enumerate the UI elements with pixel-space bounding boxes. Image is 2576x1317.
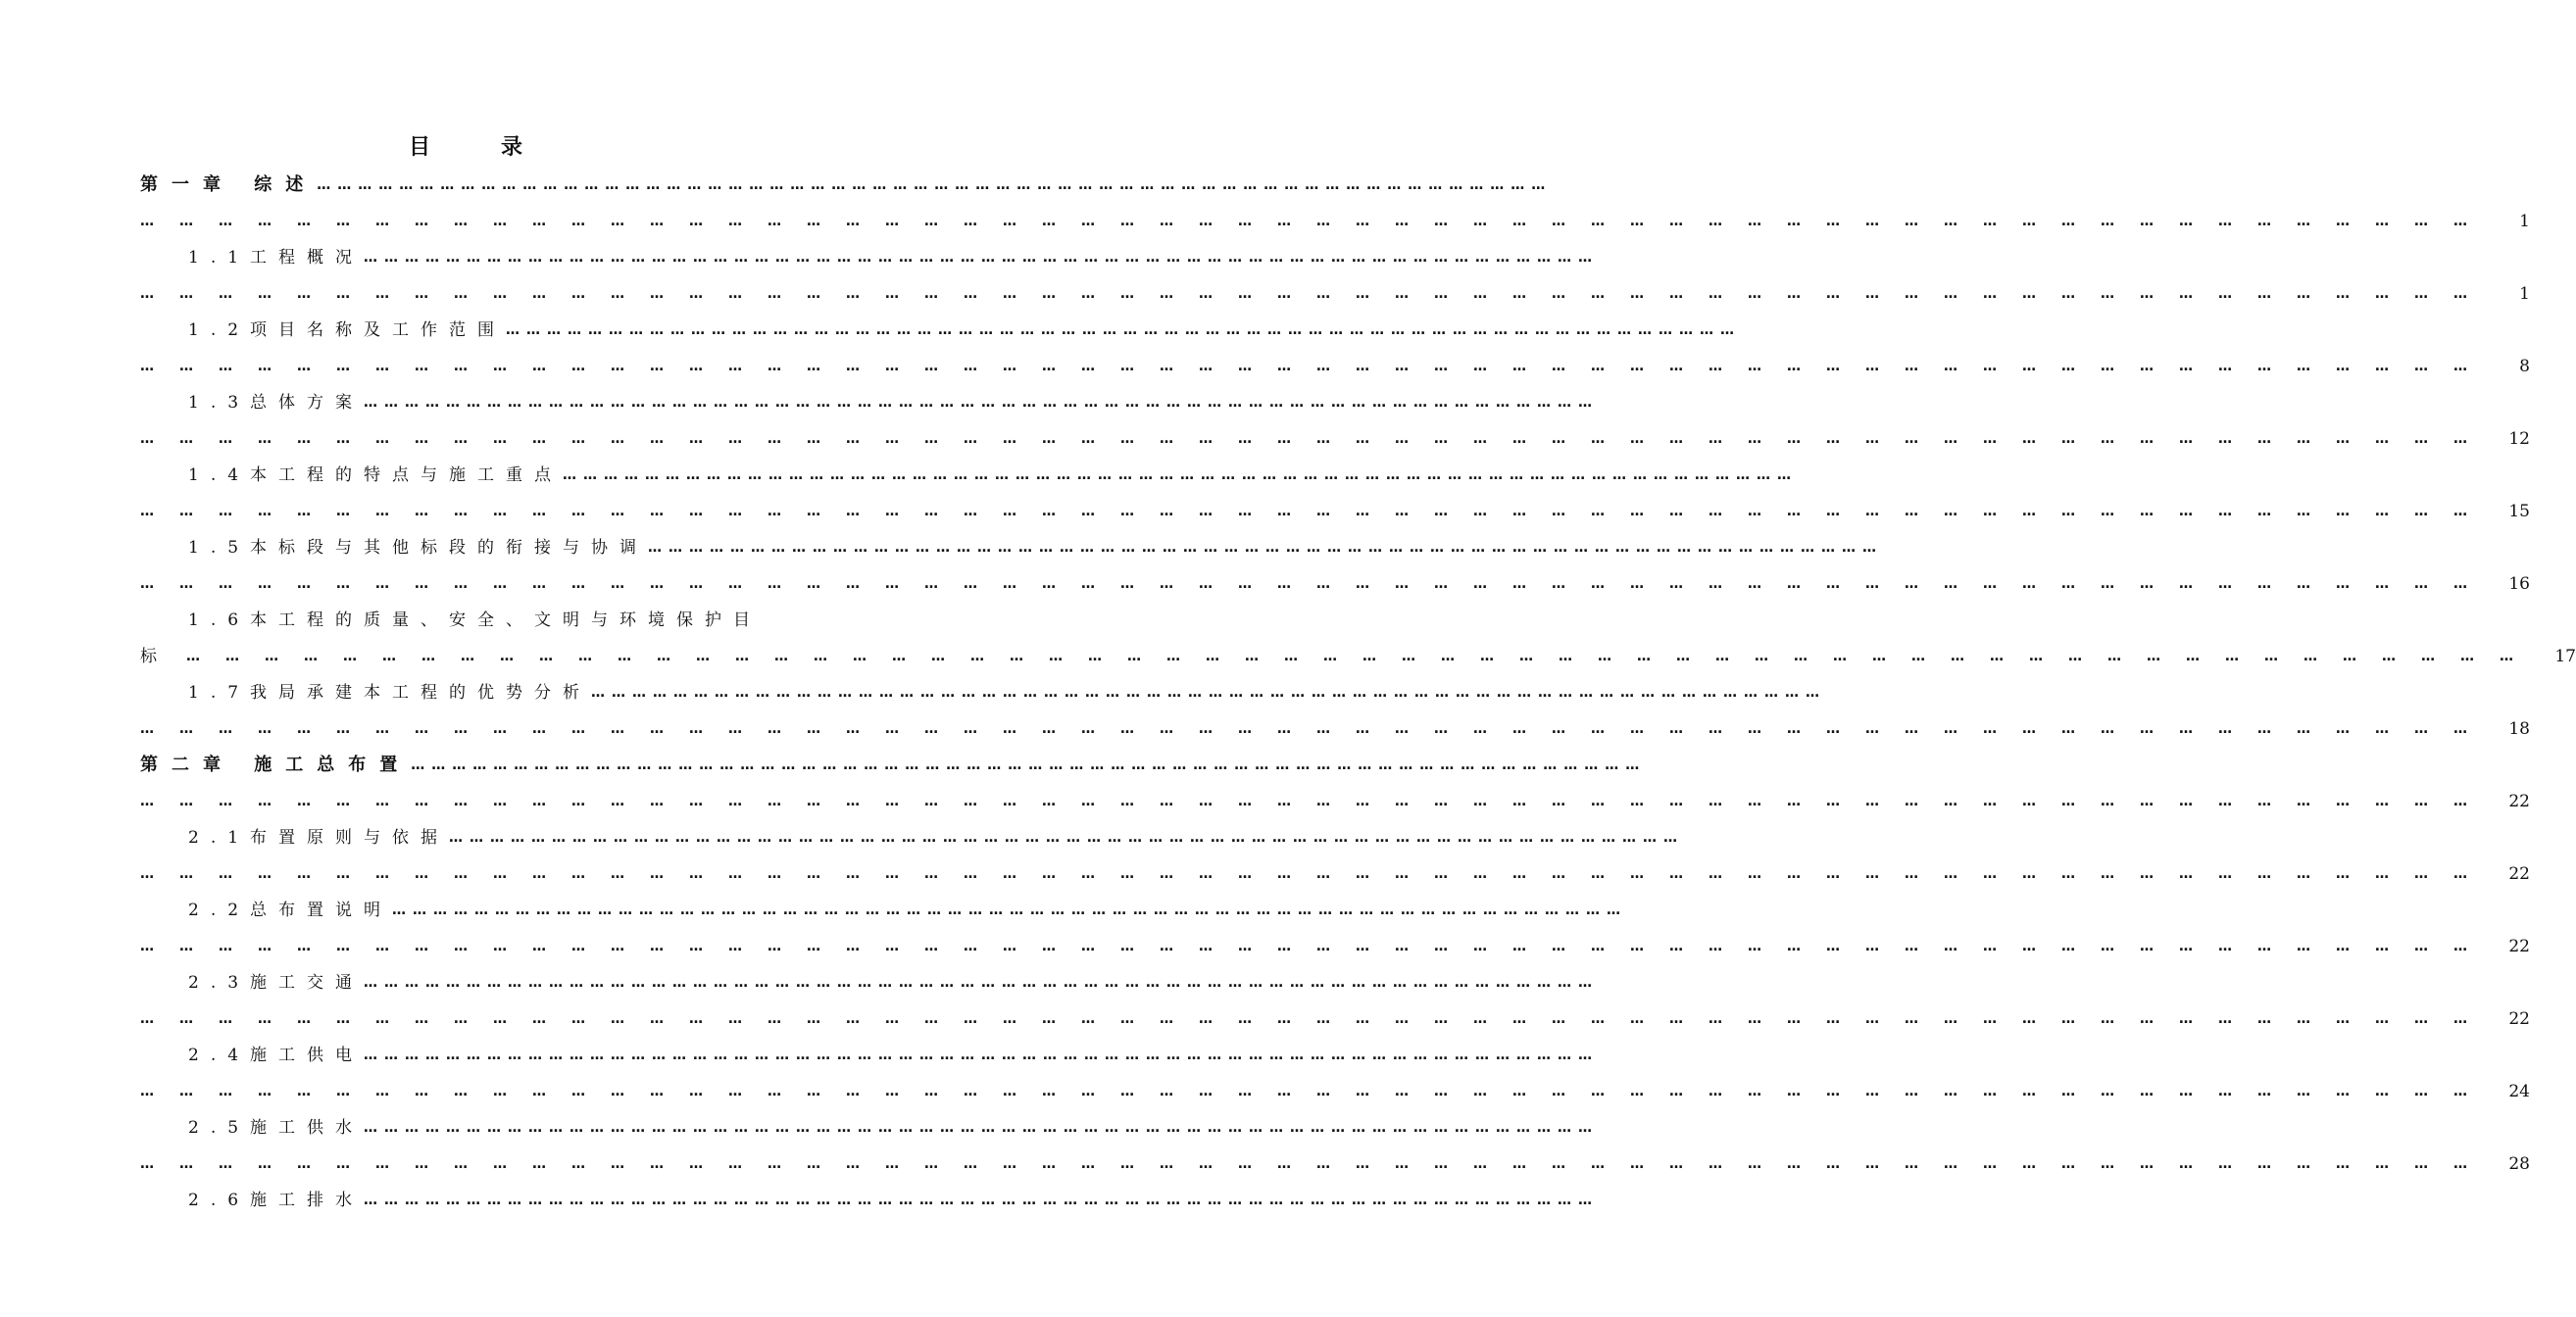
toc-entry-label: 2.5施工供水 bbox=[188, 1118, 365, 1138]
toc-page-number: 1 bbox=[2519, 212, 2530, 231]
toc-entry-continuation bbox=[140, 203, 2530, 232]
toc-leader-dots: ……………………………………………………………………………………………………………………………………………………………… bbox=[364, 1120, 1600, 1136]
toc-leader-dots: ……………………………………………………………………………………………………………………………………………………………… bbox=[140, 1011, 2493, 1027]
toc-page-number: 22 bbox=[2508, 937, 2530, 956]
toc-entry[interactable] bbox=[188, 674, 1827, 704]
toc-entry[interactable] bbox=[188, 529, 1884, 559]
toc-leader-dots: ……………………………………………………………………………………………………………………………………………………………… bbox=[392, 902, 1628, 918]
toc-entry-label: 2.6施工排水 bbox=[188, 1191, 365, 1210]
toc-entry-label: 1.5本标段与其他标段的衔接与协调 bbox=[188, 538, 649, 558]
toc-leader-dots: ……………………………………………………………………………………………………………………………………………………………… bbox=[140, 1084, 2493, 1099]
toc-leader-dots: ……………………………………………………………………………………………………………………………………………………………… bbox=[364, 975, 1600, 991]
toc-entry-label: 2.2总布置说明 bbox=[188, 901, 393, 920]
toc-entry-label: 1.1工程概况 bbox=[188, 248, 365, 268]
toc-leader-dots: ……………………………………………………………………………………………………………………………………………………………… bbox=[364, 395, 1600, 411]
toc-leader-dots: ……………………………………………………………………………………………………………………………………………………………… bbox=[364, 250, 1600, 266]
toc-leader-dots: ……………………………………………………………………………………………………………………………………………………………… bbox=[140, 721, 2493, 737]
toc-page-number: 1 bbox=[2519, 284, 2530, 304]
toc-leader-dots: ……………………………………………………………………………………………………………………………………………………………… bbox=[140, 431, 2493, 447]
toc-entry-continuation bbox=[140, 1000, 2530, 1030]
toc-entry-continuation bbox=[140, 420, 2530, 450]
toc-leader-dots: ……………………………………………………………………………………………………………………………………………………………… bbox=[506, 322, 1742, 338]
toc-entry[interactable] bbox=[188, 457, 1799, 486]
toc-page-number: 24 bbox=[2508, 1082, 2530, 1101]
toc-leader-dots: ……………………………………………………………………………………………………………………………………………………………… bbox=[591, 685, 1827, 701]
toc-leader-dots: ……………………………………………………………………………………………………………………………………………………………… bbox=[140, 576, 2493, 592]
toc-page-number: 18 bbox=[2508, 719, 2530, 739]
toc-entry-continuation bbox=[140, 783, 2530, 812]
toc-entry-label: 1.2项目名称及工作范围 bbox=[188, 320, 507, 340]
toc-title: 目录 bbox=[408, 135, 593, 160]
toc-leader-dots: ……………………………………………………………………………………………………………………………………………………………… bbox=[140, 939, 2493, 954]
toc-page-number: 28 bbox=[2508, 1154, 2530, 1174]
toc-entry-label: 1.6本工程的质量、安全、文明与环境保护目 bbox=[188, 610, 763, 630]
toc-entry[interactable] bbox=[140, 747, 1647, 776]
toc-leader-dots: ……………………………………………………………………………………………………………………………………………………………… bbox=[563, 467, 1799, 483]
toc-leader-dots: ……………………………………………………………………………………………………………………………………………………………… bbox=[140, 214, 2493, 229]
toc-entry-continuation bbox=[140, 1146, 2530, 1175]
toc-page-number: 15 bbox=[2508, 502, 2530, 521]
toc-entry-label: 1.4本工程的特点与施工重点 bbox=[188, 465, 564, 485]
toc-entry[interactable] bbox=[188, 384, 1600, 414]
toc-entry-label: 第二章 施工总布置 bbox=[140, 755, 412, 775]
toc-entry[interactable] bbox=[188, 964, 1600, 994]
toc-entry-continuation bbox=[140, 493, 2530, 522]
toc-entry[interactable] bbox=[140, 167, 1553, 196]
toc-page-number: 22 bbox=[2508, 1009, 2530, 1029]
toc-leader-dots: ……………………………………………………………………………………………………………………………………………………………… bbox=[364, 1193, 1600, 1208]
toc-entry[interactable] bbox=[188, 819, 1685, 849]
toc-leader-dots: ……………………………………………………………………………………………………………………………………………………………… bbox=[140, 794, 2493, 809]
toc-leader-dots: ……………………………………………………………………………………………………………………………………………………………… bbox=[140, 286, 2493, 302]
toc-leader-dots: ……………………………………………………………………………………………………………………………………………………………… bbox=[140, 1156, 2493, 1172]
toc-entry-label: 2.3施工交通 bbox=[188, 973, 365, 993]
toc-entry-label: 2.4施工供电 bbox=[188, 1046, 365, 1065]
toc-entry[interactable] bbox=[188, 239, 1600, 268]
toc-entry[interactable] bbox=[188, 1182, 1600, 1211]
toc-leader-dots: ……………………………………………………………………………………………………………………………………………………………… bbox=[317, 177, 1553, 193]
toc-leader-dots: ……………………………………………………………………………………………………………………………………………………………… bbox=[364, 1048, 1600, 1063]
toc-entry[interactable] bbox=[188, 892, 1628, 921]
toc-entry-continuation bbox=[140, 855, 2530, 885]
toc-entry-label: 2.1布置原则与依据 bbox=[188, 828, 450, 848]
toc-entry-label: 1.7我局承建本工程的优势分析 bbox=[188, 683, 592, 703]
toc-entry-continuation bbox=[140, 928, 2530, 957]
toc-entry[interactable] bbox=[188, 312, 1742, 341]
toc-leader-dots: ……………………………………………………………………………………………………………………………………………………………… bbox=[140, 359, 2493, 374]
toc-entry-continuation bbox=[140, 638, 2576, 667]
toc-page-number: 12 bbox=[2508, 429, 2530, 449]
toc-leader-dots: ……………………………………………………………………………………………………………………………………………………………… bbox=[411, 757, 1647, 773]
toc-page-number: 17 bbox=[2554, 647, 2576, 666]
toc-entry-continuation bbox=[140, 1073, 2530, 1102]
toc-entry-continuation bbox=[140, 710, 2530, 740]
toc-leader-dots: ……………………………………………………………………………………………………………………………………………………………… bbox=[140, 504, 2493, 519]
toc-page-number: 8 bbox=[2519, 357, 2530, 376]
toc-leader-dots: ……………………………………………………………………………………………………………………………………………………………… bbox=[449, 830, 1685, 846]
toc-leader-dots: ……………………………………………………………………………………………………………………………………………………………… bbox=[648, 540, 1884, 556]
toc-page-number: 16 bbox=[2508, 574, 2530, 594]
toc-entry-label: 第一章 综述 bbox=[140, 174, 318, 195]
toc-page-number: 22 bbox=[2508, 792, 2530, 811]
toc-page-number: 22 bbox=[2508, 864, 2530, 884]
toc-entry-label-continuation: 标 bbox=[140, 647, 157, 666]
toc-leader-dots: ……………………………………………………………………………………………………………………………………………………………… bbox=[186, 649, 2539, 664]
toc-entry-continuation bbox=[140, 348, 2530, 377]
toc-entry-label: 1.3总体方案 bbox=[188, 393, 365, 413]
toc-entry[interactable] bbox=[188, 602, 824, 631]
toc-leader-dots: ……………………………………………………………………………………………………………………………………………………………… bbox=[140, 866, 2493, 882]
toc-entry-continuation bbox=[140, 275, 2530, 305]
toc-entry[interactable] bbox=[188, 1037, 1600, 1066]
toc-entry[interactable] bbox=[188, 1109, 1600, 1139]
toc-entry-continuation bbox=[140, 565, 2530, 595]
